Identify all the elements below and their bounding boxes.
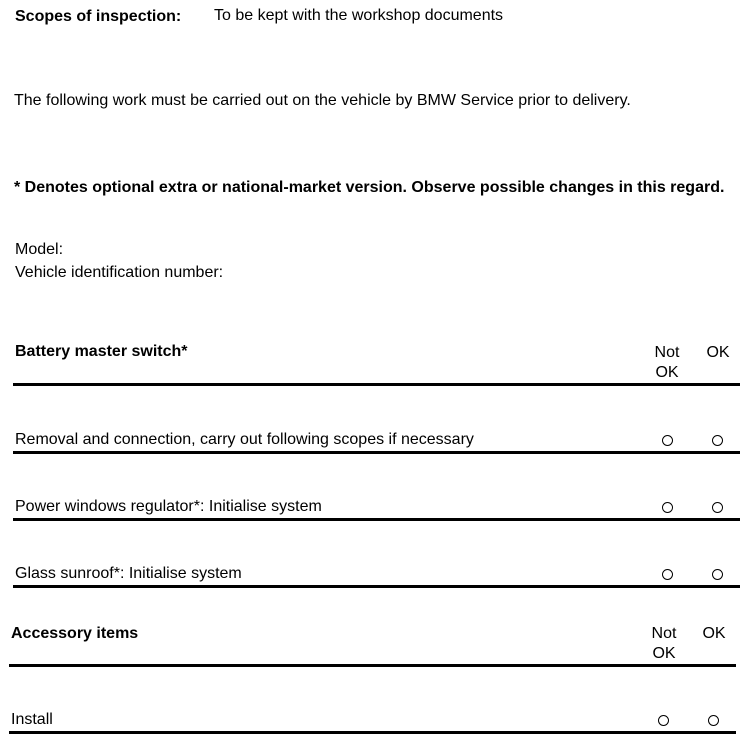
row-divider	[13, 451, 740, 454]
checklist-item: Power windows regulator*: Initialise system	[15, 498, 322, 515]
scopes-value: To be kept with the workshop documents	[214, 7, 504, 24]
checklist-item: Removal and connection, carry out following scopes if necessary	[15, 431, 474, 448]
not-ok-checkbox[interactable]	[662, 569, 673, 580]
col-ok-header: OK	[702, 625, 726, 642]
optional-note: * Denotes optional extra or national-market version. Observe possible changes in this regard.	[14, 179, 725, 196]
section-title-battery: Battery master switch*	[15, 343, 188, 360]
ok-checkbox[interactable]	[708, 715, 719, 726]
not-ok-checkbox[interactable]	[662, 435, 673, 446]
ok-checkbox[interactable]	[712, 569, 723, 580]
row-divider	[13, 518, 740, 521]
vin-label: Vehicle identification number:	[15, 264, 224, 281]
col-ok-header: OK	[706, 344, 730, 361]
intro-text: The following work must be carried out on the vehicle by BMW Service prior to delivery.	[14, 92, 631, 109]
section-title-accessory: Accessory items	[11, 625, 139, 642]
model-label: Model:	[15, 241, 64, 258]
row-divider	[13, 585, 740, 588]
col-not-ok-header: Not OK	[651, 625, 677, 662]
section-divider	[13, 383, 740, 386]
not-ok-checkbox[interactable]	[662, 502, 673, 513]
ok-checkbox[interactable]	[712, 502, 723, 513]
checklist-item: Glass sunroof*: Initialise system	[15, 565, 242, 582]
ok-checkbox[interactable]	[712, 435, 723, 446]
scopes-label: Scopes of inspection:	[15, 8, 182, 25]
row-divider	[9, 731, 736, 734]
checklist-item: Install	[11, 711, 53, 728]
section-divider	[9, 664, 736, 667]
not-ok-checkbox[interactable]	[658, 715, 669, 726]
col-not-ok-header: Not OK	[654, 344, 680, 381]
